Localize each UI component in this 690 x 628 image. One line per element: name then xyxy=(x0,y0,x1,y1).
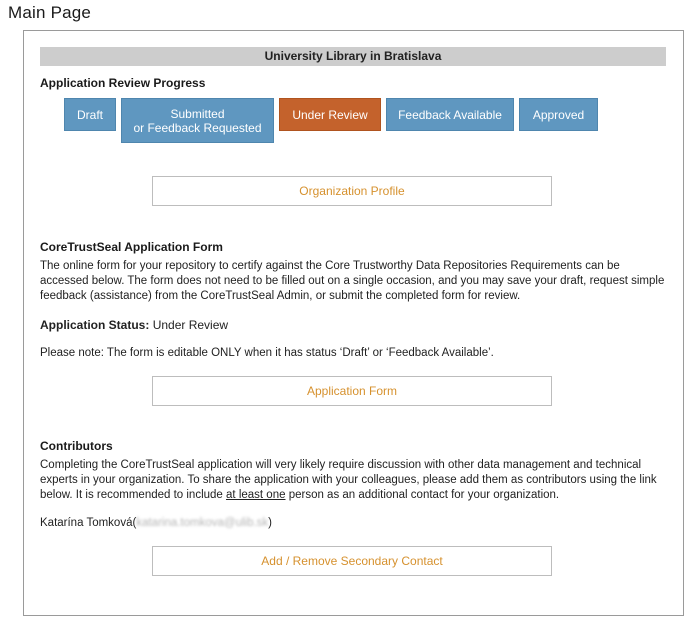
page-title: Main Page xyxy=(8,3,92,22)
stage-under-review xyxy=(279,98,381,131)
organization-profile-link[interactable]: Organization Profile xyxy=(152,176,552,206)
application-status-value: Under Review xyxy=(152,318,229,332)
secondary-contact-link[interactable]: Add / Remove Secondary Contact xyxy=(152,546,552,576)
progress-title: Application Review Progress xyxy=(40,76,206,90)
contact-close-paren: ) xyxy=(268,517,273,529)
stage-draft-label: Draft xyxy=(76,107,103,122)
stage-submitted xyxy=(121,98,274,143)
stage-submitted-label-line1: Submitted xyxy=(170,106,225,121)
contact-line xyxy=(40,517,272,529)
contact-open-paren: ( xyxy=(132,517,137,529)
contact-email-redacted: katarina.tomkova@ulib.sk xyxy=(136,517,269,529)
contributors-description-end: person as an additional contact for your organization. xyxy=(285,489,560,501)
stage-approved xyxy=(519,98,598,131)
application-status-label: Application Status: xyxy=(40,318,150,332)
contributors-description xyxy=(40,458,670,503)
contributors-description-emphasis: at least one xyxy=(226,489,286,501)
application-status xyxy=(40,318,228,332)
stage-approved-label: Approved xyxy=(532,107,585,122)
contributors-title: Contributors xyxy=(40,439,113,453)
stage-under-review-label: Under Review xyxy=(292,107,368,122)
main-panel xyxy=(23,30,684,616)
contact-name: Katarína Tomková xyxy=(40,517,133,529)
institution-header: University Library in Bratislava xyxy=(40,47,666,66)
stage-draft xyxy=(64,98,116,131)
application-form-title: CoreTrustSeal Application Form xyxy=(40,240,223,254)
stage-feedback-available-label: Feedback Available xyxy=(398,107,502,122)
contributors-description-start: Completing the CoreTrustSeal application will very likely require discussion with other data management and technical experts in your organization. To share the application with your colleagues, please add them as contributors using the link below. It is recommended to include xyxy=(40,459,657,501)
stage-submitted-label-line2: or Feedback Requested xyxy=(133,120,262,135)
application-description: The online form for your repository to certify against the Core Trustworthy Data Repositories Requirements can be accessed below. The form does not need to be filled out on a single occasion, and you may save your draft, request simple feedback (assistance) from the CoreTrustSeal Admin, or submit the completed form for review. xyxy=(40,260,665,302)
stage-feedback-available xyxy=(386,98,514,131)
editable-note: Please note: The form is editable ONLY when it has status ‘Draft’ or ‘Feedback Available’. xyxy=(40,347,494,359)
application-form-link[interactable]: Application Form xyxy=(152,376,552,406)
